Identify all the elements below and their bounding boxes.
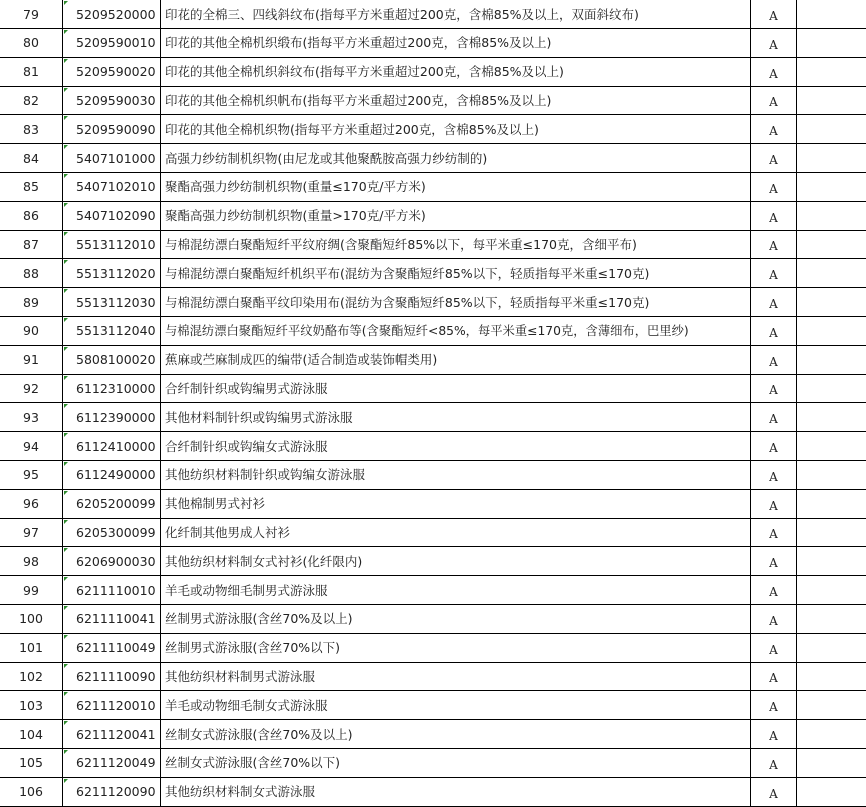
row-index-cell[interactable]: 93 [0,403,63,431]
description-cell[interactable]: 羊毛或动物细毛制男式游泳服 [161,576,751,604]
row-index-cell[interactable]: 84 [0,144,63,172]
hs-code-cell[interactable]: 5209590090 [63,115,161,143]
row-index-cell[interactable]: 97 [0,519,63,547]
row-index-cell[interactable]: 79 [0,0,63,28]
empty-cell[interactable] [797,432,866,460]
hs-code-cell[interactable]: 5407102010 [63,173,161,201]
description-cell[interactable]: 与棉混纺漂白聚酯短纤机织平布(混纺为含聚酯短纤85%以下，轻质指每平米重≤170克) [161,259,751,287]
empty-cell[interactable] [797,231,866,259]
row-index-cell[interactable]: 92 [0,375,63,403]
hs-code-cell[interactable]: 6205300099 [63,519,161,547]
hs-code-cell[interactable]: 6211120090 [63,778,161,806]
text-number-marker-icon [64,1,68,5]
empty-cell[interactable] [797,375,866,403]
table-row[interactable] [0,288,866,317]
text-number-marker-icon [64,664,68,668]
row-index-cell[interactable]: 99 [0,576,63,604]
table-row[interactable] [0,259,866,288]
description-cell[interactable]: 丝制男式游泳服(含丝70%以下) [161,634,751,662]
description-cell[interactable]: 其他纺织材料制男式游泳服 [161,663,751,691]
hs-code-cell[interactable]: 5209590030 [63,87,161,115]
description-cell[interactable]: 丝制男式游泳服(含丝70%及以上) [161,605,751,633]
grade-cell[interactable]: A [751,634,797,662]
grade-cell[interactable]: A [751,288,797,316]
table-row[interactable] [0,173,866,202]
description-cell[interactable]: 印花的其他全棉机织斜纹布(指每平方米重超过200克，含棉85%及以上) [161,58,751,86]
description-cell[interactable]: 与棉混纺漂白聚酯短纤平纹府绸(含聚酯短纤85%以下，每平米重≤170克，含细平布) [161,231,751,259]
empty-cell[interactable] [797,749,866,777]
text-number-marker-icon [64,520,68,524]
table-row[interactable] [0,403,866,432]
grade-cell[interactable]: A [751,317,797,345]
hs-code-cell[interactable]: 5407102090 [63,202,161,230]
text-number-marker-icon [64,750,68,754]
table-row[interactable] [0,691,866,720]
text-number-marker-icon [64,203,68,207]
description-cell[interactable]: 与棉混纺漂白聚酯平纹印染用布(混纺为含聚酯短纤85%以下，轻质指每平米重≤170克) [161,288,751,316]
grade-cell[interactable]: A [751,58,797,86]
text-number-marker-icon [64,116,68,120]
table-row[interactable] [0,375,866,404]
hs-code-cell[interactable]: 6211110049 [63,634,161,662]
text-number-marker-icon [64,260,68,264]
row-index-cell[interactable]: 88 [0,259,63,287]
row-index-cell[interactable]: 106 [0,778,63,806]
table-row[interactable] [0,231,866,260]
table-row[interactable] [0,547,866,576]
grade-cell[interactable]: A [751,29,797,57]
empty-cell[interactable] [797,144,866,172]
grade-cell[interactable]: A [751,375,797,403]
text-number-marker-icon [64,433,68,437]
row-index-cell[interactable]: 85 [0,173,63,201]
text-number-marker-icon [64,404,68,408]
text-number-marker-icon [64,232,68,236]
grade-cell[interactable]: A [751,519,797,547]
hs-code-cell[interactable]: 5513112020 [63,259,161,287]
text-number-marker-icon [64,577,68,581]
text-number-marker-icon [64,462,68,466]
grade-cell[interactable]: A [751,202,797,230]
description-cell[interactable]: 其他纺织材料制针织或钩编女游泳服 [161,461,751,489]
row-index-cell[interactable]: 104 [0,720,63,748]
hs-code-cell[interactable]: 5407101000 [63,144,161,172]
grade-cell[interactable]: A [751,547,797,575]
empty-cell[interactable] [797,58,866,86]
text-number-marker-icon [64,174,68,178]
hs-code-cell[interactable]: 5209590010 [63,29,161,57]
empty-cell[interactable] [797,173,866,201]
grade-cell[interactable]: A [751,144,797,172]
hs-code-cell[interactable]: 5209590020 [63,58,161,86]
text-number-marker-icon [64,347,68,351]
grade-cell[interactable]: A [751,0,797,28]
description-cell[interactable]: 丝制女式游泳服(含丝70%及以上) [161,720,751,748]
description-cell[interactable]: 其他材料制针织或钩编男式游泳服 [161,403,751,431]
hs-code-cell[interactable]: 5808100020 [63,346,161,374]
text-number-marker-icon [64,692,68,696]
empty-cell[interactable] [797,0,866,28]
description-cell[interactable]: 其他棉制男式衬衫 [161,490,751,518]
grade-cell[interactable]: A [751,749,797,777]
grade-cell[interactable]: A [751,115,797,143]
row-index-cell[interactable]: 89 [0,288,63,316]
grade-cell[interactable]: A [751,691,797,719]
description-cell[interactable]: 合纤制针织或钩编女式游泳服 [161,432,751,460]
text-number-marker-icon [64,318,68,322]
empty-cell[interactable] [797,317,866,345]
hs-code-cell[interactable]: 5209520000 [63,0,161,28]
text-number-marker-icon [64,548,68,552]
table-row[interactable] [0,576,866,605]
empty-cell[interactable] [797,461,866,489]
grade-cell[interactable]: A [751,720,797,748]
table-row[interactable] [0,202,866,231]
row-index-cell[interactable]: 81 [0,58,63,86]
hs-code-cell[interactable]: 6211120049 [63,749,161,777]
grade-cell[interactable]: A [751,605,797,633]
table-row[interactable] [0,432,866,461]
description-cell[interactable]: 其他纺织材料制女式游泳服 [161,778,751,806]
table-row[interactable] [0,605,866,634]
grade-cell[interactable]: A [751,778,797,806]
description-cell[interactable]: 印花的其他全棉机织物(指每平方米重超过200克，含棉85%及以上) [161,115,751,143]
table-row[interactable] [0,115,866,144]
row-index-cell[interactable]: 87 [0,231,63,259]
text-number-marker-icon [64,635,68,639]
hs-code-cell[interactable]: 6206900030 [63,547,161,575]
hs-code-cell[interactable]: 5513112040 [63,317,161,345]
grade-cell[interactable]: A [751,490,797,518]
row-index-cell[interactable]: 82 [0,87,63,115]
table-row[interactable] [0,749,866,778]
table-row[interactable] [0,87,866,116]
description-cell[interactable]: 印花的全棉三、四线斜纹布(指每平方米重超过200克，含棉85%及以上，双面斜纹布) [161,0,751,28]
grade-cell[interactable]: A [751,173,797,201]
row-index-cell[interactable]: 103 [0,691,63,719]
hs-code-cell[interactable]: 6112390000 [63,403,161,431]
empty-cell[interactable] [797,519,866,547]
empty-cell[interactable] [797,720,866,748]
text-number-marker-icon [64,145,68,149]
description-cell[interactable]: 与棉混纺漂白聚酯短纤平纹奶酪布等(含聚酯短纤<85%，每平米重≤170克，含薄细布，巴里纱) [161,317,751,345]
empty-cell[interactable] [797,634,866,662]
description-cell[interactable]: 高强力纱纺制机织物(由尼龙或其他聚酰胺高强力纱纺制的) [161,144,751,172]
table-row[interactable] [0,29,866,58]
empty-cell[interactable] [797,490,866,518]
hs-code-cell[interactable]: 6211110010 [63,576,161,604]
description-cell[interactable]: 化纤制其他男成人衬衫 [161,519,751,547]
text-number-marker-icon [64,721,68,725]
grade-cell[interactable]: A [751,87,797,115]
hs-code-cell[interactable]: 6211120041 [63,720,161,748]
table-row[interactable] [0,346,866,375]
description-cell[interactable]: 印花的其他全棉机织帆布(指每平方米重超过200克，含棉85%及以上) [161,87,751,115]
row-index-cell[interactable]: 100 [0,605,63,633]
empty-cell[interactable] [797,547,866,575]
empty-cell[interactable] [797,288,866,316]
table-row[interactable] [0,58,866,87]
hs-code-cell[interactable]: 6112490000 [63,461,161,489]
description-cell[interactable]: 印花的其他全棉机织缎布(指每平方米重超过200克，含棉85%及以上) [161,29,751,57]
row-index-cell[interactable]: 96 [0,490,63,518]
table-row[interactable] [0,663,866,692]
grade-cell[interactable]: A [751,403,797,431]
table-row[interactable] [0,778,866,807]
empty-cell[interactable] [797,202,866,230]
table-row[interactable] [0,490,866,519]
text-number-marker-icon [64,491,68,495]
hs-code-cell[interactable]: 6112310000 [63,375,161,403]
row-index-cell[interactable]: 101 [0,634,63,662]
text-number-marker-icon [64,606,68,610]
table-row[interactable] [0,634,866,663]
table-row[interactable] [0,720,866,749]
text-number-marker-icon [64,30,68,34]
hs-code-cell[interactable]: 5513112010 [63,231,161,259]
text-number-marker-icon [64,376,68,380]
grade-cell[interactable]: A [751,576,797,604]
row-index-cell[interactable]: 90 [0,317,63,345]
hs-code-cell[interactable]: 6211120010 [63,691,161,719]
hs-code-cell[interactable]: 6112410000 [63,432,161,460]
grade-cell[interactable]: A [751,461,797,489]
empty-cell[interactable] [797,259,866,287]
description-cell[interactable]: 聚酯高强力纱纺制机织物(重量≤170克/平方米) [161,173,751,201]
text-number-marker-icon [64,289,68,293]
row-index-cell[interactable]: 95 [0,461,63,489]
description-cell[interactable]: 合纤制针织或钩编男式游泳服 [161,375,751,403]
description-cell[interactable]: 聚酯高强力纱纺制机织物(重量>170克/平方米) [161,202,751,230]
empty-cell[interactable] [797,691,866,719]
table-row[interactable] [0,144,866,173]
description-cell[interactable]: 其他纺织材料制女式衬衫(化纤限内) [161,547,751,575]
hs-code-cell[interactable]: 6205200099 [63,490,161,518]
empty-cell[interactable] [797,576,866,604]
description-cell[interactable]: 蕉麻或苎麻制成匹的编带(适合制造或装饰帽类用) [161,346,751,374]
grade-cell[interactable]: A [751,346,797,374]
text-number-marker-icon [64,779,68,783]
empty-cell[interactable] [797,605,866,633]
empty-cell[interactable] [797,346,866,374]
row-index-cell[interactable]: 102 [0,663,63,691]
row-index-cell[interactable]: 98 [0,547,63,575]
text-number-marker-icon [64,88,68,92]
row-index-cell[interactable]: 91 [0,346,63,374]
grade-cell[interactable]: A [751,432,797,460]
grade-cell[interactable]: A [751,231,797,259]
table-row[interactable] [0,461,866,490]
row-index-cell[interactable]: 83 [0,115,63,143]
empty-cell[interactable] [797,663,866,691]
row-index-cell[interactable]: 94 [0,432,63,460]
hs-code-cell[interactable]: 6211110090 [63,663,161,691]
text-number-marker-icon [64,59,68,63]
grade-cell[interactable]: A [751,663,797,691]
table-row[interactable] [0,0,866,29]
grade-cell[interactable]: A [751,259,797,287]
hs-code-cell[interactable]: 5513112030 [63,288,161,316]
empty-cell[interactable] [797,87,866,115]
row-index-cell[interactable]: 105 [0,749,63,777]
row-index-cell[interactable]: 86 [0,202,63,230]
description-cell[interactable]: 丝制女式游泳服(含丝70%以下) [161,749,751,777]
hs-code-cell[interactable]: 6211110041 [63,605,161,633]
description-cell[interactable]: 羊毛或动物细毛制女式游泳服 [161,691,751,719]
table-row[interactable] [0,317,866,346]
empty-cell[interactable] [797,29,866,57]
empty-cell[interactable] [797,403,866,431]
empty-cell[interactable] [797,778,866,806]
table-row[interactable] [0,519,866,548]
empty-cell[interactable] [797,115,866,143]
row-index-cell[interactable]: 80 [0,29,63,57]
